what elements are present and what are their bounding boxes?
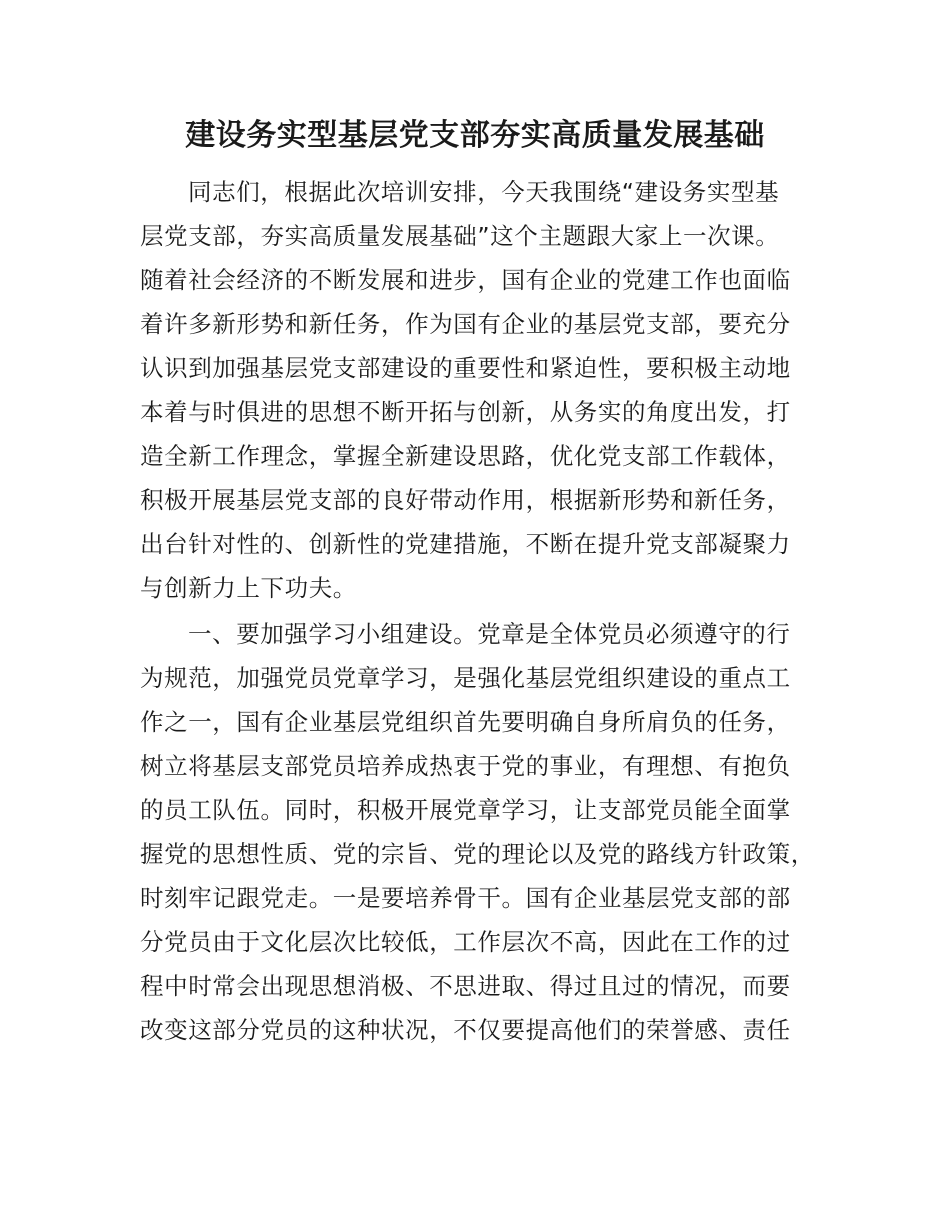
text-line: 出台针对性的、创新性的党建措施，不断在提升党支部凝聚力 [140, 530, 791, 558]
text-line: 改变这部分党员的这种状况，不仅要提高他们的荣誉感、责任 [140, 1016, 791, 1044]
text-line: 作之一，国有企业基层党组织首先要明确自身所肩负的任务， [140, 708, 791, 736]
text-line: 握党的思想性质、党的宗旨、党的理论以及党的路线方针政策， [140, 840, 815, 868]
text-line: 积极开展基层党支部的良好带动作用，根据新形势和新任务， [140, 486, 791, 514]
text-line: 认识到加强基层党支部建设的重要性和紧迫性，要积极主动地 [140, 354, 791, 382]
text-line: 树立将基层支部党员培养成热衷于党的事业，有理想、有抱负 [140, 752, 791, 780]
text-line: 与创新力上下功夫。 [140, 574, 357, 602]
text-line: 分党员由于文化层次比较低，工作层次不高，因此在工作的过 [140, 928, 791, 956]
text-line: 造全新工作理念，掌握全新建设思路，优化党支部工作载体， [140, 442, 791, 470]
text-line: 为规范，加强党员党章学习，是强化基层党组织建设的重点工 [140, 664, 791, 692]
text-line: 同志们，根据此次培训安排，今天我围绕“建设务实型基 [188, 178, 780, 206]
text-line: 时刻牢记跟党走。一是要培养骨干。国有企业基层党支部的部 [140, 884, 791, 912]
text-line: 本着与时俱进的思想不断开拓与创新，从务实的角度出发，打 [140, 398, 791, 426]
paragraph-section-one [140, 612, 820, 1052]
paragraph-intro [140, 170, 820, 610]
text-line: 一、要加强学习小组建设。党章是全体党员必须遵守的行 [188, 620, 791, 648]
text-line: 随着社会经济的不断发展和进步，国有企业的党建工作也面临 [140, 266, 791, 294]
text-line: 层党支部，夯实高质量发展基础”这个主题跟大家上一次课。 [140, 222, 780, 250]
document-title: 建设务实型基层党支部夯实高质量发展基础 [185, 118, 765, 153]
text-line: 的员工队伍。同时，积极开展党章学习，让支部党员能全面掌 [140, 796, 791, 824]
text-line: 着许多新形势和新任务，作为国有企业的基层党支部，要充分 [140, 310, 791, 338]
text-line: 程中时常会出现思想消极、不思进取、得过且过的情况，而要 [140, 972, 791, 1000]
